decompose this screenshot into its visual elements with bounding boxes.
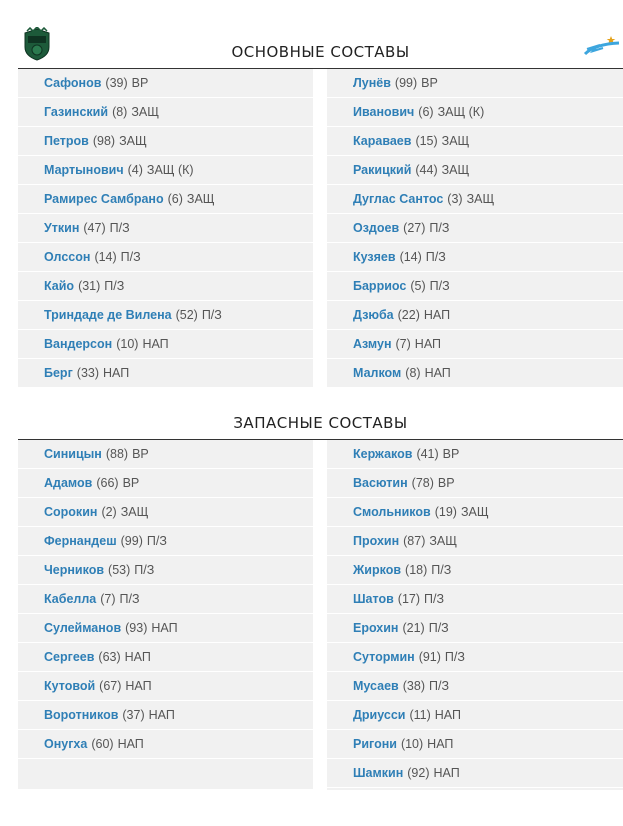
player-name-link[interactable]: Мусаев [353, 679, 399, 693]
player-number: (98) [92, 134, 116, 148]
player-position: ЗАЩ [119, 134, 147, 148]
player-number: (15) [415, 134, 438, 148]
player-position: П/З [120, 250, 141, 264]
player-position: ЗАЩ [441, 163, 470, 177]
player-number: (10) [400, 737, 424, 751]
player-name-link[interactable]: Синицын [44, 447, 102, 461]
krasnodar-crest-icon[interactable] [22, 27, 52, 61]
player-number: (38) [402, 679, 425, 693]
player-number: (60) [91, 737, 114, 751]
player-number: (33) [76, 366, 100, 380]
player-name-link[interactable]: Азмун [353, 337, 392, 351]
player-number: (52) [175, 308, 198, 322]
player-number: (78) [411, 476, 434, 490]
player-position: НАП [414, 337, 442, 351]
player-row [18, 156, 313, 185]
player-row [327, 440, 623, 469]
player-number: (6) [167, 192, 183, 206]
player-row [18, 585, 313, 614]
player-name-link[interactable]: Рамирес Самбрано [44, 192, 164, 206]
player-name-link[interactable]: Шамкин [353, 766, 404, 780]
player-position: П/З [431, 563, 452, 577]
player-row [18, 614, 313, 643]
player-row [327, 556, 623, 585]
player-position: НАП [151, 621, 178, 635]
player-row [18, 730, 313, 759]
away-starting-list [327, 69, 623, 388]
player-name-link[interactable]: Ерохин [353, 621, 399, 635]
player-position: П/З [134, 563, 155, 577]
player-position: ВР [437, 476, 455, 490]
player-name-link[interactable]: Караваев [353, 134, 412, 148]
player-row [18, 214, 313, 243]
player-row [18, 98, 313, 127]
player-name-link[interactable]: Кабелла [44, 592, 97, 606]
player-row [327, 359, 623, 388]
player-position: НАП [434, 708, 461, 722]
player-number: (53) [108, 563, 131, 577]
player-name-link[interactable]: Жирков [353, 563, 402, 577]
player-name-link[interactable]: Берг [44, 366, 73, 380]
player-number: (8) [112, 105, 128, 119]
player-position: П/З [444, 650, 465, 664]
player-name-link[interactable]: Сергеев [44, 650, 95, 664]
player-position: НАП [433, 766, 460, 780]
player-number: (99) [120, 534, 143, 548]
player-position: П/З [146, 534, 167, 548]
player-name-link[interactable]: Васютин [353, 476, 408, 490]
player-row [327, 701, 623, 730]
player-position: ВР [421, 76, 438, 90]
player-name-link[interactable]: Сорокин [44, 505, 98, 519]
substitutes [18, 440, 623, 790]
player-position: ВР [122, 476, 140, 490]
player-row [18, 643, 313, 672]
player-position: НАП [124, 650, 151, 664]
player-row [18, 272, 313, 301]
player-position: П/З [428, 621, 449, 635]
player-position: П/З [201, 308, 222, 322]
player-name-link[interactable]: Иванович [353, 105, 415, 119]
player-name-link[interactable]: Кузяев [353, 250, 396, 264]
player-name-link[interactable]: Сафонов [44, 76, 102, 90]
player-name-link[interactable]: Онугха [44, 737, 88, 751]
player-position: П/З [119, 592, 140, 606]
starting-lineups-header [18, 32, 623, 69]
player-number: (47) [83, 221, 106, 235]
player-row [18, 127, 313, 156]
player-number: (92) [407, 766, 430, 780]
player-number: (14) [94, 250, 117, 264]
player-position: П/З [425, 250, 446, 264]
player-number: (91) [418, 650, 441, 664]
empty-row [18, 759, 313, 790]
starting-lineups [18, 69, 623, 388]
player-name-link[interactable]: Газинский [44, 105, 109, 119]
player-name-link[interactable]: Малком [353, 366, 402, 380]
player-number: (14) [399, 250, 422, 264]
player-name-link[interactable]: Триндаде де Вилена [44, 308, 172, 322]
player-name-link[interactable]: Дриусси [353, 708, 406, 722]
player-name-link[interactable]: Фернандеш [44, 534, 117, 548]
zenit-logo-icon[interactable] [583, 34, 621, 58]
player-name-link[interactable]: Оздоев [353, 221, 400, 235]
player-number: (8) [405, 366, 421, 380]
player-row [18, 701, 313, 730]
player-row [327, 243, 623, 272]
player-row [327, 127, 623, 156]
player-row [327, 643, 623, 672]
player-row [18, 556, 313, 585]
player-name-link[interactable]: Смольников [353, 505, 431, 519]
player-name-link[interactable]: Кержаков [353, 447, 413, 461]
player-number: (93) [125, 621, 148, 635]
player-row [327, 214, 623, 243]
player-row [327, 185, 623, 214]
player-row [327, 730, 623, 759]
player-number: (6) [418, 105, 434, 119]
player-name-link[interactable]: Барриос [353, 279, 407, 293]
player-name-link[interactable]: Кайо [44, 279, 75, 293]
player-name-link[interactable]: Шатов [353, 592, 394, 606]
player-name-link[interactable]: Сулейманов [44, 621, 122, 635]
player-name-link[interactable]: Кутовой [44, 679, 96, 693]
player-position: НАП [427, 737, 454, 751]
player-position: НАП [103, 366, 130, 380]
player-row [18, 69, 313, 98]
player-number: (7) [100, 592, 116, 606]
player-row [18, 527, 313, 556]
player-name-link[interactable]: Лунёв [353, 76, 391, 90]
player-row [327, 498, 623, 527]
player-name-link[interactable]: Воротников [44, 708, 119, 722]
player-row [327, 469, 623, 498]
player-number: (19) [434, 505, 457, 519]
player-position: ВР [442, 447, 460, 461]
player-number: (18) [405, 563, 428, 577]
player-position: ЗАЩ [466, 192, 495, 206]
player-position: П/З [109, 221, 130, 235]
player-row [327, 156, 623, 185]
player-number: (21) [402, 621, 425, 635]
player-position: ЗАЩ [131, 105, 159, 119]
player-number: (31) [78, 279, 101, 293]
player-position: ЗАЩ (К) [146, 163, 194, 177]
player-position: НАП [424, 366, 451, 380]
player-number: (5) [410, 279, 426, 293]
player-name-link[interactable]: Черников [44, 563, 105, 577]
player-position: НАП [117, 737, 144, 751]
player-row [327, 585, 623, 614]
player-row [18, 243, 313, 272]
away-subs-list [327, 440, 623, 790]
player-position: ЗАЩ [460, 505, 489, 519]
player-position: П/З [428, 679, 449, 693]
player-row [327, 69, 623, 98]
player-position: НАП [125, 679, 152, 693]
player-number: (67) [99, 679, 122, 693]
player-row [327, 330, 623, 359]
player-row [18, 469, 313, 498]
player-number: (87) [403, 534, 426, 548]
player-number: (27) [403, 221, 426, 235]
player-position: ЗАЩ (К) [437, 105, 485, 119]
player-position: ЗАЩ [441, 134, 470, 148]
player-name-link[interactable]: Мартынович [44, 163, 124, 177]
player-number: (11) [409, 708, 431, 722]
player-number: (39) [105, 76, 128, 90]
player-number: (63) [98, 650, 121, 664]
player-position: НАП [148, 708, 175, 722]
player-position: П/З [429, 279, 450, 293]
player-row [327, 301, 623, 330]
player-name-link[interactable]: Вандерсон [44, 337, 113, 351]
player-row [18, 440, 313, 469]
player-number: (7) [395, 337, 411, 351]
section-title: ОСНОВНЫЕ СОСТАВЫ [231, 43, 410, 61]
player-name-link[interactable]: Дуглас Сантос [353, 192, 444, 206]
player-number: (66) [96, 476, 119, 490]
player-name-link[interactable]: Прохин [353, 534, 400, 548]
player-name-link[interactable]: Сутормин [353, 650, 415, 664]
player-position: ВР [131, 76, 149, 90]
player-name-link[interactable]: Олссон [44, 250, 91, 264]
section-title: ЗАПАСНЫЕ СОСТАВЫ [233, 414, 408, 432]
player-number: (10) [116, 337, 139, 351]
player-row [327, 672, 623, 701]
player-position: ЗАЩ [186, 192, 215, 206]
player-row [18, 498, 313, 527]
player-position: П/З [424, 592, 445, 606]
player-row [18, 330, 313, 359]
player-row [327, 272, 623, 301]
player-number: (22) [397, 308, 420, 322]
player-position: НАП [142, 337, 169, 351]
substitutes-header [18, 401, 623, 440]
player-row [18, 301, 313, 330]
player-number: (44) [415, 163, 438, 177]
player-row [327, 614, 623, 643]
home-starting-list [18, 69, 313, 388]
player-position: П/З [104, 279, 125, 293]
player-number: (3) [447, 192, 463, 206]
player-name-link[interactable]: Дзюба [353, 308, 394, 322]
player-row [327, 527, 623, 556]
player-name-link[interactable]: Петров [44, 134, 89, 148]
player-position: ЗАЩ [429, 534, 457, 548]
player-name-link[interactable]: Уткин [44, 221, 80, 235]
player-number: (99) [394, 76, 418, 90]
player-number: (4) [127, 163, 143, 177]
player-number: (17) [397, 592, 421, 606]
player-name-link[interactable]: Адамов [44, 476, 93, 490]
player-position: П/З [429, 221, 450, 235]
player-name-link[interactable]: Ракицкий [353, 163, 412, 177]
player-row [18, 672, 313, 701]
player-row [18, 359, 313, 388]
player-position: НАП [423, 308, 451, 322]
player-row [18, 185, 313, 214]
player-row [327, 759, 623, 788]
home-subs-list [18, 440, 313, 790]
player-position: ЗАЩ [120, 505, 149, 519]
player-number: (88) [105, 447, 129, 461]
player-number: (2) [101, 505, 117, 519]
player-position: ВР [132, 447, 149, 461]
player-number: (41) [416, 447, 439, 461]
player-number: (37) [122, 708, 145, 722]
player-row [327, 98, 623, 127]
player-name-link[interactable]: Ригони [353, 737, 397, 751]
